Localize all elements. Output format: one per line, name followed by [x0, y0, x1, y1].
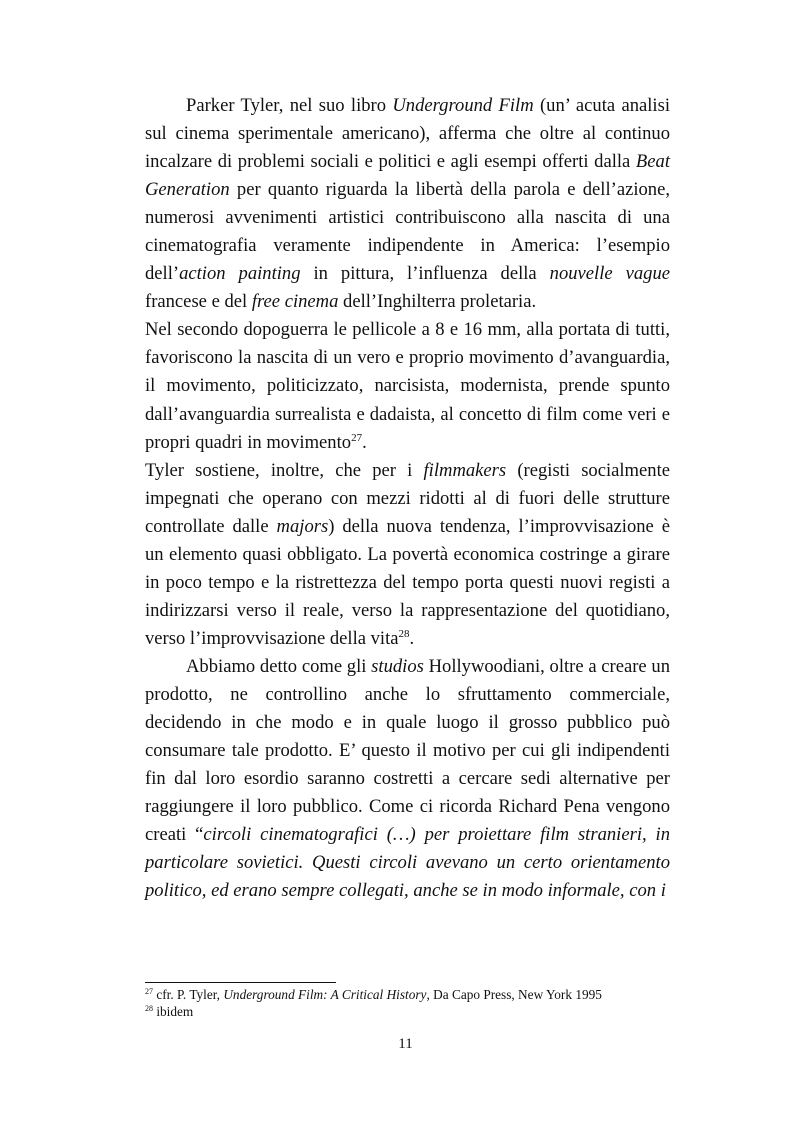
italic-text: filmmakers: [423, 459, 507, 481]
italic-text: Underground Film: A Critical History: [223, 987, 427, 1002]
text-run: Nel secondo dopoguerra le pellicole a 8 e 16 mm, alla portata di tutti, favoriscono la nascita di un vero e proprio movimento d’avanguardia, il movimento, politicizzato, narcisista, modernista, prende spunto dall’avanguardia surrealista e dadaista, al concetto di film come veri e propri quadri in movimento: [145, 319, 670, 453]
italic-text: Beat Generation: [145, 151, 670, 201]
text-run: Hollywoodiani, oltre a creare un prodotto, ne controllino anche lo sfruttamento commerciale, decidendo in che modo e in quale luogo il grosso pubblico può consumare tale prodotto. E’ questo il motivo per cui gli indipendenti fin dal loro esordio saranno costretti a cercare sedi alternative per raggiungere il loro pubblico. Come ci ricorda Richard Pena vengono creati “: [145, 655, 670, 846]
text-run: .: [409, 627, 415, 649]
italic-text: free cinema: [251, 291, 339, 313]
text-run: Tyler sostiene, inoltre, che per i: [145, 459, 424, 481]
text-run: , Da Capo Press, New York 1995: [426, 987, 602, 1002]
italic-text: circoli cinematografici (…) per proiettare film stranieri, in particolare sovietici. Questi circoli avevano un certo orientamento politico, ed erano sempre collegati, anche se in modo informale, con i: [145, 824, 670, 902]
paragraph: [145, 653, 670, 905]
footnote-reference: 27: [351, 431, 363, 444]
paragraph: [145, 92, 670, 316]
footnote-reference: 27: [145, 987, 153, 996]
italic-text: majors: [276, 515, 329, 537]
text-run: Parker Tyler, nel suo libro: [186, 95, 393, 116]
text-run: (un’ acuta analisi sul cinema sperimentale americano), afferma che oltre al continuo incalzare di problemi sociali e politici e agli esempi offerti dalla: [145, 95, 670, 173]
text-run: Abbiamo detto come gli: [186, 655, 372, 677]
body-text: [145, 92, 670, 905]
text-run: per quanto riguarda la libertà della parola e dell’azione, numerosi avvenimenti artistici contribuiscono alla nascita di una cinematografia veramente indipendente in America: l’esempio dell’: [145, 179, 670, 285]
footnote: [145, 986, 670, 1003]
paragraph: [145, 457, 670, 653]
italic-text: nouvelle vague: [549, 263, 670, 285]
italic-text: Underground Film: [392, 95, 534, 116]
italic-text: action painting: [179, 263, 301, 285]
footnote-reference: 28: [145, 1004, 153, 1013]
text-run: ) della nuova tendenza, l’improvvisazione è un elemento quasi obbligato. La povertà economica costringe a girare in poco tempo e la ristrettezza del tempo porta questi nuovi registi a indirizzarsi verso il reale, verso la rappresentazione del quotidiano, verso l’improvvisazione della vita: [145, 515, 671, 649]
text-run: (registi socialmente impegnati che operano con mezzi ridotti al di fuori delle strutture controllate dalle: [145, 459, 670, 537]
footnote-reference: 28: [398, 627, 410, 640]
footnote: [145, 1003, 670, 1020]
text-run: in pittura, l’influenza della: [300, 263, 550, 285]
paragraph: [145, 316, 670, 456]
text-run: dell’Inghilterra proletaria.: [338, 291, 537, 313]
footnote-separator: [145, 982, 336, 983]
italic-text: studios: [371, 655, 424, 677]
page-number: 11: [398, 1036, 413, 1052]
text-run: cfr. P. Tyler,: [153, 987, 224, 1002]
text-run: ibidem: [153, 1004, 194, 1019]
footnotes: [145, 986, 670, 1020]
text-run: .: [362, 431, 367, 453]
text-run: francese e del: [145, 291, 252, 313]
